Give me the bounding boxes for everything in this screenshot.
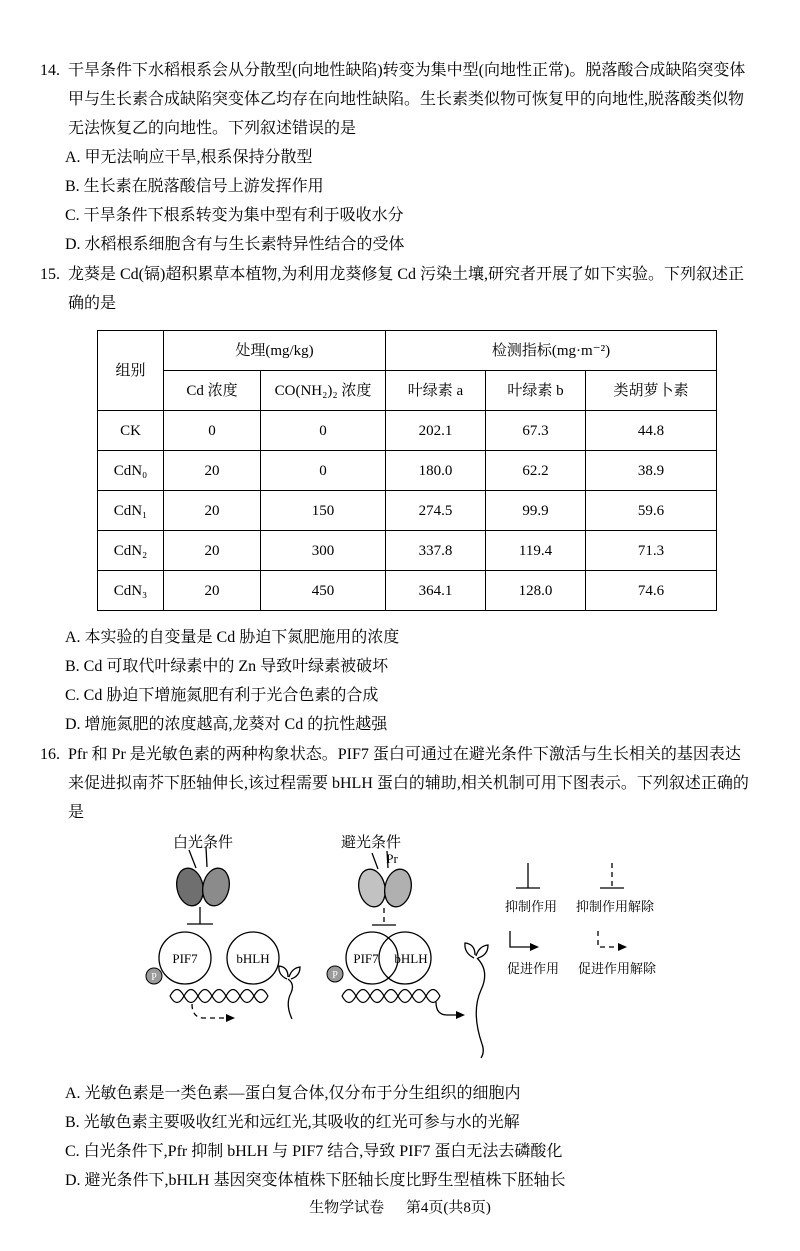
table-cell: CdN₁ — [98, 491, 164, 531]
q16-stem-text: Pfr 和 Pr 是光敏色素的两种构象状态。PIF7 蛋白可通过在避光条件下激活与生长相关的基因表达来促进拟南芥下胚轴伸长,该过程需要 bHLH 蛋白的辅助,相关机制可用下图表示。下列叙述正确的是 — [68, 746, 749, 821]
dark-condition-label: 避光条件 — [340, 835, 402, 851]
q16-options — [40, 1079, 756, 1195]
table-cell: 119.4 — [486, 531, 586, 571]
col-header-cd: Cd 浓度 — [164, 371, 261, 411]
table-cell: 337.8 — [386, 531, 486, 571]
bhlh-label-dark: bHLH — [394, 951, 428, 966]
table-cell: 180.0 — [386, 451, 486, 491]
table-cell: 20 — [164, 491, 261, 531]
pif7-label-dark: PIF7 — [353, 951, 379, 966]
table-row — [98, 451, 717, 491]
table-cell: 44.8 — [586, 411, 717, 451]
phosphate-label: P — [151, 972, 157, 983]
legend-promotion-release-label: 促进作用解除 — [577, 961, 657, 976]
phosphate-label-dark: P — [332, 970, 338, 981]
bhlh-label: bHLH — [236, 951, 270, 966]
table-cell: 62.2 — [486, 451, 586, 491]
table-row — [98, 571, 717, 611]
q14-stem — [40, 56, 756, 143]
table-cell: 150 — [261, 491, 386, 531]
q16-mechanism-diagram — [70, 831, 710, 1061]
inhibition-tbar-icon — [187, 907, 213, 924]
legend-inhibition-release-label: 抑制作用解除 — [575, 899, 655, 914]
seedling-small-icon — [279, 966, 300, 1019]
question-14 — [40, 56, 756, 259]
q15-data-table — [97, 330, 717, 611]
footer-page-indicator: 第4页(共8页) — [405, 1200, 491, 1216]
table-cell: 128.0 — [486, 571, 586, 611]
q14-option-b: B. 生长素在脱落酸信号上游发挥作用 — [65, 178, 324, 195]
dashed-expression-arrow-icon — [192, 1004, 235, 1022]
table-cell: 38.9 — [586, 451, 717, 491]
pr-photoreceptor-icon — [355, 867, 414, 910]
table-cell: 20 — [164, 531, 261, 571]
table-cell: 99.9 — [486, 491, 586, 531]
col-header-urea: CO(NH₂)₂ 浓度 — [261, 371, 386, 411]
q15-options — [40, 623, 756, 739]
q15-option-b: B. Cd 可取代叶绿素中的 Zn 导致叶绿素被破坏 — [65, 658, 389, 675]
table-cell: 274.5 — [386, 491, 486, 531]
q16-option-a: A. 光敏色素是一类色素—蛋白复合体,仅分布于分生组织的细胞内 — [65, 1085, 521, 1102]
q16-stem — [40, 740, 756, 827]
q14-option-c: C. 干旱条件下根系转变为集中型有利于吸收水分 — [65, 207, 404, 224]
seedling-large-icon — [465, 943, 488, 1058]
diagram-legend — [505, 863, 657, 976]
table-cell: 300 — [261, 531, 386, 571]
table-header-row-2 — [98, 371, 717, 411]
table-cell: 20 — [164, 571, 261, 611]
q16-option-d: D. 避光条件下,bHLH 基因突变体植株下胚轴长度比野生型植株下胚轴长 — [65, 1172, 566, 1189]
dark-condition-group — [327, 834, 488, 1058]
legend-inhibition-release-icon — [600, 863, 624, 888]
col-header-chlb: 叶绿素 b — [486, 371, 586, 411]
col-header-chla: 叶绿素 a — [386, 371, 486, 411]
q14-stem-text: 干旱条件下水稻根系会从分散型(向地性缺陷)转变为集中型(向地性正常)。脱落酸合成缺陷突变体甲与生长素合成缺陷突变体乙均存在向地性缺陷。生长素类似物可恢复甲的向地性,脱落酸类似物无法恢复乙的向地性。下列叙述错误的是 — [68, 62, 746, 137]
footer-paper-title: 生物学试卷 — [309, 1200, 385, 1216]
q16-diagram-container — [70, 831, 756, 1071]
legend-promotion-icon — [510, 931, 539, 951]
inhibition-released-tbar-icon — [372, 908, 396, 925]
q16-option-c: C. 白光条件下,Pfr 抑制 bHLH 与 PIF7 结合,导致 PIF7 蛋白无法去磷酸化 — [65, 1143, 563, 1160]
pr-label: Pr — [386, 851, 398, 866]
table-cell: 0 — [261, 411, 386, 451]
table-cell: 20 — [164, 451, 261, 491]
table-row — [98, 531, 717, 571]
table-row — [98, 411, 717, 451]
white-light-label: 白光条件 — [172, 835, 234, 851]
page-footer — [0, 1194, 800, 1223]
q16-number: 16. — [40, 746, 60, 763]
dna-helix-dark-icon — [342, 990, 440, 1003]
col-header-carotenoid: 类胡萝卜素 — [586, 371, 717, 411]
table-cell: 71.3 — [586, 531, 717, 571]
table-cell: 450 — [261, 571, 386, 611]
q15-number: 15. — [40, 266, 60, 283]
q14-number: 14. — [40, 62, 60, 79]
legend-inhibition-icon — [516, 863, 540, 888]
table-cell: CdN₀ — [98, 451, 164, 491]
table-cell: 0 — [164, 411, 261, 451]
pfr-photoreceptor-icon — [173, 866, 232, 909]
q16-option-b: B. 光敏色素主要吸收红光和远红光,其吸收的红光可参与水的光解 — [65, 1114, 520, 1131]
pif7-label: PIF7 — [172, 951, 198, 966]
legend-inhibition-label: 抑制作用 — [504, 899, 558, 914]
table-cell: CdN₃ — [98, 571, 164, 611]
table-cell: 202.1 — [386, 411, 486, 451]
dna-helix-icon — [170, 990, 268, 1003]
table-cell: 59.6 — [586, 491, 717, 531]
col-header-treatment: 处理(mg/kg) — [164, 331, 386, 371]
legend-promotion-label: 促进作用 — [506, 961, 560, 976]
question-15 — [40, 260, 756, 739]
solid-expression-arrow-icon — [436, 1002, 465, 1019]
col-header-group: 组别 — [98, 331, 164, 411]
col-header-detection: 检测指标(mg·m⁻²) — [386, 331, 717, 371]
table-cell: 74.6 — [586, 571, 717, 611]
q14-option-d: D. 水稻根系细胞含有与生长素特异性结合的受体 — [65, 236, 405, 253]
table-cell: CK — [98, 411, 164, 451]
table-cell: 0 — [261, 451, 386, 491]
q15-stem — [40, 260, 756, 318]
legend-promotion-release-icon — [598, 931, 627, 951]
q15-option-c: C. Cd 胁迫下增施氮肥有利于光合色素的合成 — [65, 687, 379, 704]
table-cell: 67.3 — [486, 411, 586, 451]
table-header-row-1 — [98, 331, 717, 371]
table-row — [98, 491, 717, 531]
q14-options — [40, 143, 756, 259]
table-cell: 364.1 — [386, 571, 486, 611]
white-light-group — [146, 834, 300, 1022]
table-cell: CdN₂ — [98, 531, 164, 571]
q14-option-a: A. 甲无法响应干旱,根系保持分散型 — [65, 149, 313, 166]
q15-stem-text: 龙葵是 Cd(镉)超积累草本植物,为利用龙葵修复 Cd 污染土壤,研究者开展了如下实验。下列叙述正确的是 — [68, 266, 745, 312]
question-16 — [40, 740, 756, 1195]
q15-option-d: D. 增施氮肥的浓度越高,龙葵对 Cd 的抗性越强 — [65, 716, 388, 733]
q15-option-a: A. 本实验的自变量是 Cd 胁迫下氮肥施用的浓度 — [65, 629, 400, 646]
